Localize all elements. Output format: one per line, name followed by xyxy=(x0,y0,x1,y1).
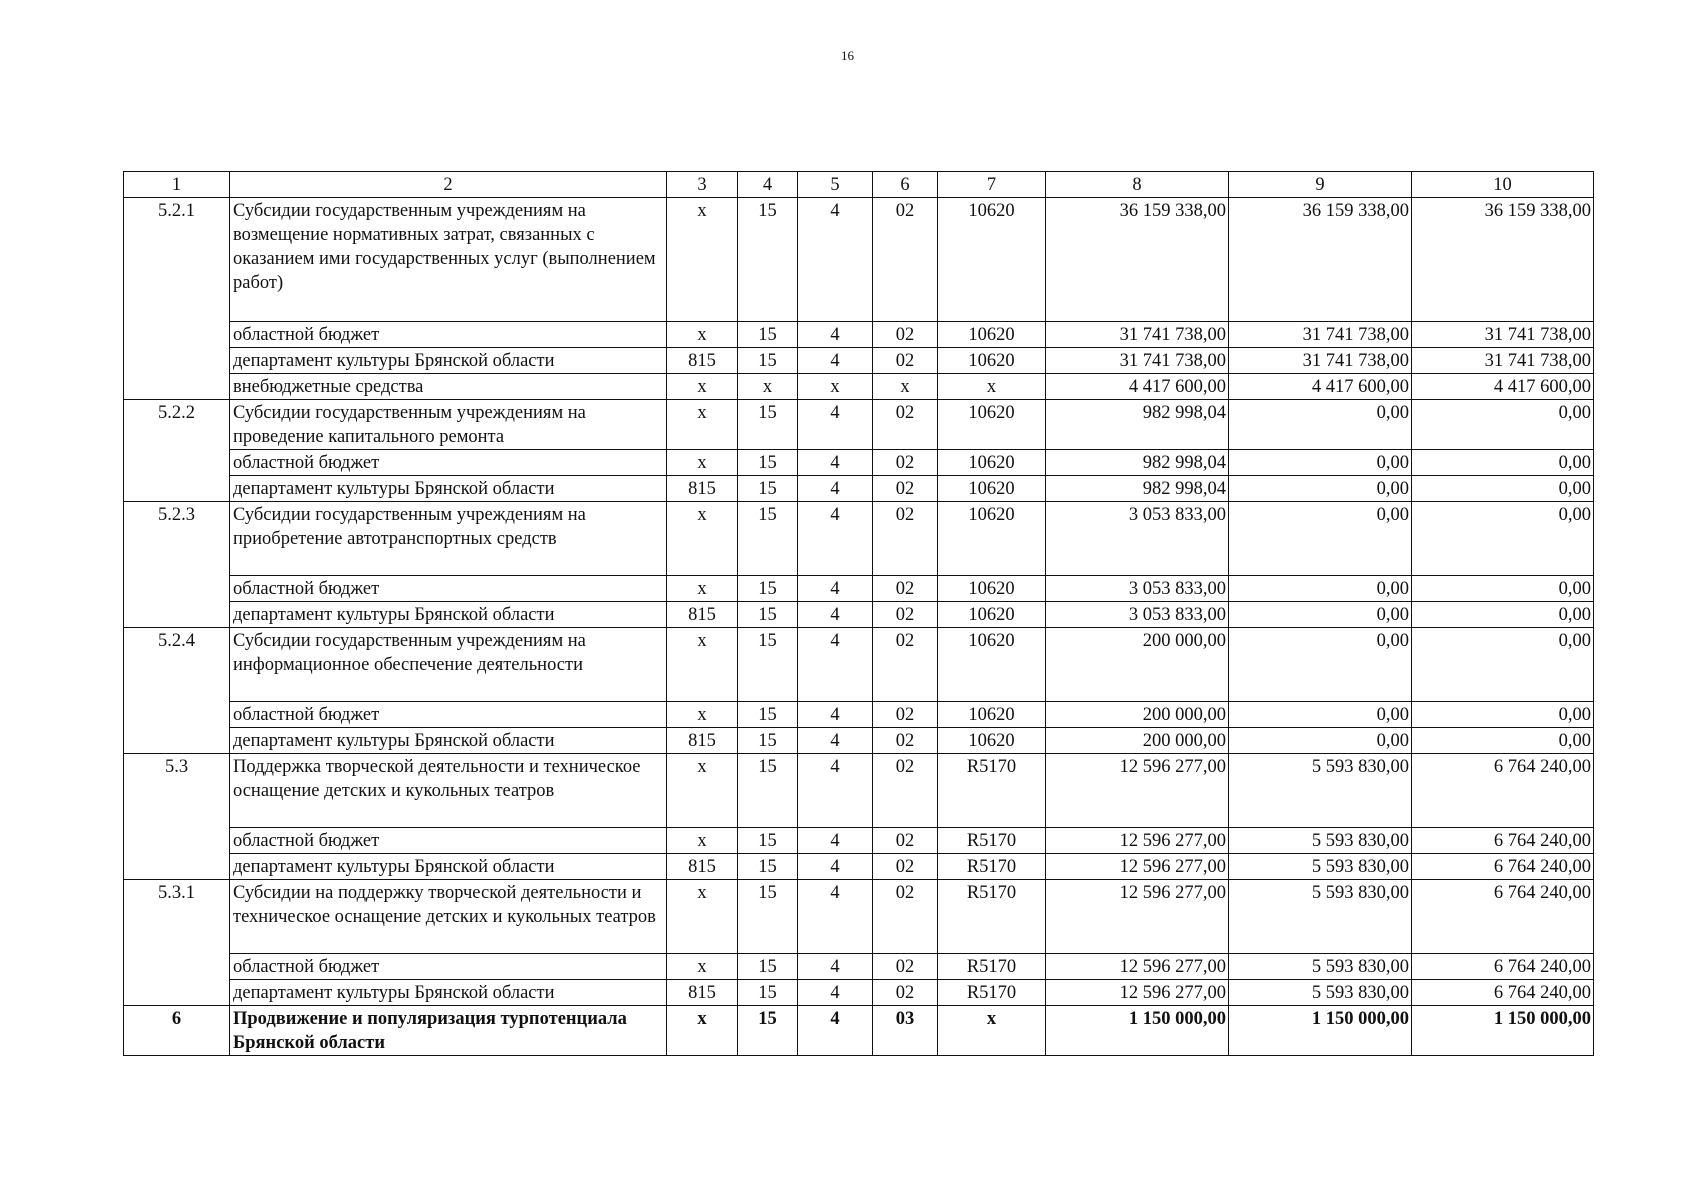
amount-cell: 0,00 xyxy=(1229,450,1412,476)
amount-cell: 12 596 277,00 xyxy=(1046,854,1229,880)
code-cell: 4 xyxy=(798,198,873,322)
code-cell: х xyxy=(738,374,798,400)
code-cell: R5170 xyxy=(938,828,1046,854)
amount-cell: 0,00 xyxy=(1229,400,1412,450)
code-cell: 815 xyxy=(667,476,738,502)
amount-cell: 0,00 xyxy=(1229,628,1412,702)
code-cell: 10620 xyxy=(938,348,1046,374)
code-cell: х xyxy=(667,1006,738,1056)
amount-cell: 0,00 xyxy=(1412,628,1594,702)
item-description: областной бюджет xyxy=(230,576,667,602)
page-number: 16 xyxy=(841,48,854,63)
amount-cell: 31 741 738,00 xyxy=(1412,322,1594,348)
table-row xyxy=(124,576,1594,602)
table-row xyxy=(124,502,1594,576)
amount-cell: 1 150 000,00 xyxy=(1229,1006,1412,1056)
code-cell: 4 xyxy=(798,400,873,450)
item-description: департамент культуры Брянской области xyxy=(230,476,667,502)
amount-cell: 12 596 277,00 xyxy=(1046,954,1229,980)
table-row xyxy=(124,374,1594,400)
code-cell: 4 xyxy=(798,980,873,1006)
amount-cell: 0,00 xyxy=(1412,602,1594,628)
code-cell: 10620 xyxy=(938,198,1046,322)
amount-cell: 200 000,00 xyxy=(1046,702,1229,728)
code-cell: х xyxy=(667,400,738,450)
code-cell: 4 xyxy=(798,628,873,702)
code-cell: 10620 xyxy=(938,502,1046,576)
code-cell: 4 xyxy=(798,576,873,602)
code-cell: 4 xyxy=(798,728,873,754)
item-description: департамент культуры Брянской области xyxy=(230,602,667,628)
amount-cell: 5 593 830,00 xyxy=(1229,980,1412,1006)
amount-cell: 5 593 830,00 xyxy=(1229,880,1412,954)
amount-cell: 6 764 240,00 xyxy=(1412,954,1594,980)
code-cell: R5170 xyxy=(938,880,1046,954)
code-cell: 02 xyxy=(873,828,938,854)
amount-cell: 36 159 338,00 xyxy=(1046,198,1229,322)
amount-cell: 0,00 xyxy=(1229,502,1412,576)
code-cell: 815 xyxy=(667,602,738,628)
table-row xyxy=(124,728,1594,754)
amount-cell: 1 150 000,00 xyxy=(1412,1006,1594,1056)
amount-cell: 6 764 240,00 xyxy=(1412,828,1594,854)
code-cell: 15 xyxy=(738,828,798,854)
code-cell: 4 xyxy=(798,602,873,628)
code-cell: 15 xyxy=(738,728,798,754)
code-cell: х xyxy=(873,374,938,400)
code-cell: х xyxy=(667,828,738,854)
code-cell: 10620 xyxy=(938,728,1046,754)
amount-cell: 36 159 338,00 xyxy=(1412,198,1594,322)
code-cell: 02 xyxy=(873,980,938,1006)
amount-cell: 0,00 xyxy=(1229,602,1412,628)
item-description: областной бюджет xyxy=(230,450,667,476)
code-cell: 15 xyxy=(738,980,798,1006)
code-cell: 4 xyxy=(798,854,873,880)
code-cell: 15 xyxy=(738,754,798,828)
header-cell: 8 xyxy=(1046,172,1229,198)
amount-cell: 0,00 xyxy=(1229,728,1412,754)
amount-cell: 31 741 738,00 xyxy=(1046,322,1229,348)
code-cell: х xyxy=(667,702,738,728)
code-cell: 15 xyxy=(738,628,798,702)
item-description: областной бюджет xyxy=(230,322,667,348)
table-row xyxy=(124,198,1594,322)
code-cell: 4 xyxy=(798,954,873,980)
amount-cell: 5 593 830,00 xyxy=(1229,754,1412,828)
code-cell: R5170 xyxy=(938,980,1046,1006)
code-cell: 4 xyxy=(798,1006,873,1056)
amount-cell: 0,00 xyxy=(1229,576,1412,602)
code-cell: 02 xyxy=(873,702,938,728)
code-cell: 03 xyxy=(873,1006,938,1056)
code-cell: 02 xyxy=(873,348,938,374)
code-cell: 02 xyxy=(873,602,938,628)
code-cell: х xyxy=(938,374,1046,400)
table-row xyxy=(124,400,1594,450)
code-cell: 4 xyxy=(798,348,873,374)
amount-cell: 5 593 830,00 xyxy=(1229,954,1412,980)
item-description: Субсидии государственным учреждениям на проведение капитального ремонта xyxy=(230,400,667,450)
code-cell: 15 xyxy=(738,400,798,450)
code-cell: 02 xyxy=(873,728,938,754)
code-cell: 10620 xyxy=(938,628,1046,702)
code-cell: 15 xyxy=(738,854,798,880)
code-cell: х xyxy=(667,628,738,702)
amount-cell: 3 053 833,00 xyxy=(1046,502,1229,576)
item-number: 5.2.4 xyxy=(124,628,230,754)
code-cell: х xyxy=(938,1006,1046,1056)
code-cell: х xyxy=(798,374,873,400)
amount-cell: 0,00 xyxy=(1412,576,1594,602)
amount-cell: 0,00 xyxy=(1412,502,1594,576)
amount-cell: 982 998,04 xyxy=(1046,476,1229,502)
header-cell: 4 xyxy=(738,172,798,198)
item-description: Поддержка творческой деятельности и техническое оснащение детских и кукольных театров xyxy=(230,754,667,828)
table-row xyxy=(124,450,1594,476)
code-cell: 15 xyxy=(738,702,798,728)
amount-cell: 6 764 240,00 xyxy=(1412,980,1594,1006)
code-cell: 15 xyxy=(738,576,798,602)
amount-cell: 0,00 xyxy=(1412,450,1594,476)
header-cell: 3 xyxy=(667,172,738,198)
code-cell: х xyxy=(667,322,738,348)
amount-cell: 0,00 xyxy=(1412,476,1594,502)
amount-cell: 0,00 xyxy=(1412,728,1594,754)
table-row xyxy=(124,602,1594,628)
budget-table xyxy=(123,171,1594,1056)
table-body xyxy=(124,172,1594,1056)
amount-cell: 982 998,04 xyxy=(1046,450,1229,476)
code-cell: 02 xyxy=(873,198,938,322)
code-cell: 815 xyxy=(667,854,738,880)
code-cell: 02 xyxy=(873,954,938,980)
item-number: 5.2.2 xyxy=(124,400,230,502)
code-cell: 15 xyxy=(738,880,798,954)
code-cell: х xyxy=(667,198,738,322)
amount-cell: 982 998,04 xyxy=(1046,400,1229,450)
table-row xyxy=(124,954,1594,980)
amount-cell: 5 593 830,00 xyxy=(1229,854,1412,880)
item-description: областной бюджет xyxy=(230,828,667,854)
table-row xyxy=(124,702,1594,728)
code-cell: 02 xyxy=(873,502,938,576)
code-cell: 15 xyxy=(738,450,798,476)
code-cell: R5170 xyxy=(938,754,1046,828)
code-cell: х xyxy=(667,576,738,602)
code-cell: 815 xyxy=(667,980,738,1006)
code-cell: х xyxy=(667,502,738,576)
code-cell: 15 xyxy=(738,198,798,322)
code-cell: 10620 xyxy=(938,476,1046,502)
amount-cell: 31 741 738,00 xyxy=(1046,348,1229,374)
amount-cell: 31 741 738,00 xyxy=(1229,322,1412,348)
code-cell: х xyxy=(667,880,738,954)
amount-cell: 36 159 338,00 xyxy=(1229,198,1412,322)
table-row xyxy=(124,754,1594,828)
item-number: 5.3.1 xyxy=(124,880,230,1006)
amount-cell: 1 150 000,00 xyxy=(1046,1006,1229,1056)
header-cell: 10 xyxy=(1412,172,1594,198)
code-cell: 02 xyxy=(873,400,938,450)
code-cell: 15 xyxy=(738,348,798,374)
code-cell: 02 xyxy=(873,628,938,702)
code-cell: х xyxy=(667,954,738,980)
amount-cell: 12 596 277,00 xyxy=(1046,754,1229,828)
amount-cell: 31 741 738,00 xyxy=(1412,348,1594,374)
item-description: Субсидии государственным учреждениям на информационное обеспечение деятельности xyxy=(230,628,667,702)
item-description: областной бюджет xyxy=(230,954,667,980)
code-cell: 10620 xyxy=(938,450,1046,476)
table-row xyxy=(124,628,1594,702)
code-cell: 10620 xyxy=(938,400,1046,450)
code-cell: 4 xyxy=(798,502,873,576)
amount-cell: 0,00 xyxy=(1412,702,1594,728)
item-description: областной бюджет xyxy=(230,702,667,728)
code-cell: 4 xyxy=(798,880,873,954)
code-cell: х xyxy=(667,450,738,476)
code-cell: 4 xyxy=(798,322,873,348)
table-row xyxy=(124,348,1594,374)
code-cell: 10620 xyxy=(938,576,1046,602)
item-number: 5.3 xyxy=(124,754,230,880)
code-cell: 15 xyxy=(738,954,798,980)
code-cell: 15 xyxy=(738,476,798,502)
amount-cell: 0,00 xyxy=(1412,400,1594,450)
item-description: Продвижение и популяризация турпотенциала Брянской области xyxy=(230,1006,667,1056)
item-description: Субсидии государственным учреждениям на приобретение автотранспортных средств xyxy=(230,502,667,576)
code-cell: 15 xyxy=(738,322,798,348)
amount-cell: 6 764 240,00 xyxy=(1412,880,1594,954)
item-description: Субсидии на поддержку творческой деятельности и техническое оснащение детских и кукольных театров xyxy=(230,880,667,954)
item-description: департамент культуры Брянской области xyxy=(230,854,667,880)
code-cell: 10620 xyxy=(938,322,1046,348)
header-cell: 9 xyxy=(1229,172,1412,198)
item-number: 5.2.1 xyxy=(124,198,230,400)
code-cell: 815 xyxy=(667,728,738,754)
amount-cell: 12 596 277,00 xyxy=(1046,980,1229,1006)
amount-cell: 4 417 600,00 xyxy=(1412,374,1594,400)
code-cell: 02 xyxy=(873,754,938,828)
code-cell: 02 xyxy=(873,854,938,880)
code-cell: R5170 xyxy=(938,854,1046,880)
amount-cell: 6 764 240,00 xyxy=(1412,754,1594,828)
amount-cell: 4 417 600,00 xyxy=(1046,374,1229,400)
table-row xyxy=(124,854,1594,880)
code-cell: х xyxy=(667,374,738,400)
header-cell: 6 xyxy=(873,172,938,198)
code-cell: х xyxy=(667,754,738,828)
code-cell: 15 xyxy=(738,602,798,628)
code-cell: 10620 xyxy=(938,702,1046,728)
amount-cell: 12 596 277,00 xyxy=(1046,880,1229,954)
amount-cell: 0,00 xyxy=(1229,702,1412,728)
code-cell: 10620 xyxy=(938,602,1046,628)
amount-cell: 4 417 600,00 xyxy=(1229,374,1412,400)
code-cell: 15 xyxy=(738,1006,798,1056)
header-cell: 1 xyxy=(124,172,230,198)
amount-cell: 12 596 277,00 xyxy=(1046,828,1229,854)
table-row xyxy=(124,1006,1594,1056)
code-cell: 4 xyxy=(798,754,873,828)
code-cell: 4 xyxy=(798,476,873,502)
item-description: департамент культуры Брянской области xyxy=(230,348,667,374)
amount-cell: 31 741 738,00 xyxy=(1229,348,1412,374)
code-cell: 02 xyxy=(873,450,938,476)
header-cell: 5 xyxy=(798,172,873,198)
amount-cell: 5 593 830,00 xyxy=(1229,828,1412,854)
header-row xyxy=(124,172,1594,198)
code-cell: 02 xyxy=(873,322,938,348)
table-row xyxy=(124,880,1594,954)
code-cell: 4 xyxy=(798,702,873,728)
table-row xyxy=(124,980,1594,1006)
item-description: департамент культуры Брянской области xyxy=(230,980,667,1006)
code-cell: 815 xyxy=(667,348,738,374)
code-cell: R5170 xyxy=(938,954,1046,980)
item-number: 5.2.3 xyxy=(124,502,230,628)
table-row xyxy=(124,322,1594,348)
code-cell: 02 xyxy=(873,476,938,502)
item-number: 6 xyxy=(124,1006,230,1056)
amount-cell: 0,00 xyxy=(1229,476,1412,502)
table-row xyxy=(124,476,1594,502)
table-row xyxy=(124,828,1594,854)
code-cell: 4 xyxy=(798,450,873,476)
item-description: Субсидии государственным учреждениям на возмещение нормативных затрат, связанных с оказанием ими государственных услуг (выполнением работ) xyxy=(230,198,667,322)
item-description: департамент культуры Брянской области xyxy=(230,728,667,754)
item-description: внебюджетные средства xyxy=(230,374,667,400)
code-cell: 4 xyxy=(798,828,873,854)
amount-cell: 6 764 240,00 xyxy=(1412,854,1594,880)
code-cell: 15 xyxy=(738,502,798,576)
amount-cell: 3 053 833,00 xyxy=(1046,602,1229,628)
amount-cell: 200 000,00 xyxy=(1046,628,1229,702)
amount-cell: 3 053 833,00 xyxy=(1046,576,1229,602)
amount-cell: 200 000,00 xyxy=(1046,728,1229,754)
header-cell: 7 xyxy=(938,172,1046,198)
header-cell: 2 xyxy=(230,172,667,198)
code-cell: 02 xyxy=(873,880,938,954)
code-cell: 02 xyxy=(873,576,938,602)
